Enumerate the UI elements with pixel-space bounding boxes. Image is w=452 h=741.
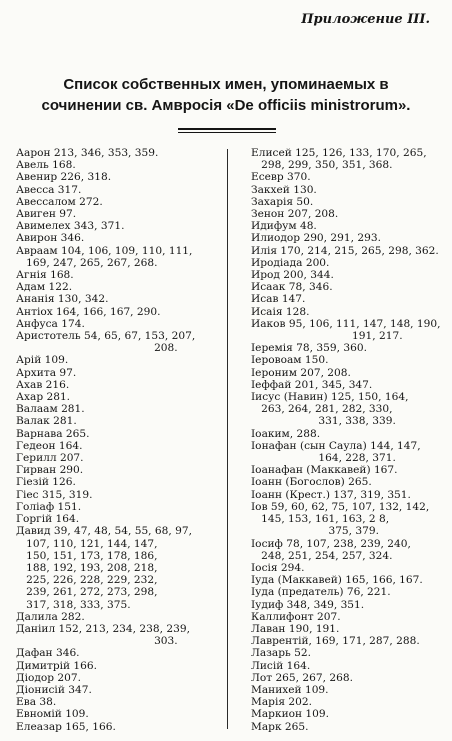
index-column-right [251, 147, 451, 733]
index-entry-line: Архита 97. [16, 366, 77, 379]
index-entry-line: Авессалом 272. [16, 195, 103, 208]
index-entry-line: Іоаким, 288. [251, 427, 321, 440]
index-entry-line: Авимелех 343, 371. [16, 220, 125, 233]
index-entry-line: Іуда (Маккавей) 165, 166, 167. [251, 574, 423, 587]
index-entry-line: Димитрій 166. [16, 659, 98, 672]
index-entry-line: Гіезій 126. [16, 476, 76, 489]
index-entry-line: Іероним 207, 208. [251, 366, 351, 379]
index-entry-line: 317, 318, 333, 375. [16, 598, 131, 611]
index-entry-line: Зенон 207, 208. [251, 208, 339, 221]
index-entry-line: Лаврентій, 169, 171, 287, 288. [251, 635, 420, 648]
index-entry-line: Іосія 294. [251, 561, 305, 574]
index-entry-line: Авирон 346. [16, 232, 85, 245]
index-entry-line: Ахар 281. [16, 391, 71, 404]
index-entry-line: Ахав 216. [16, 378, 70, 391]
index-entry-line: Идифум 48. [251, 220, 317, 233]
index-entry-line: Исаія 128. [251, 305, 310, 318]
index-entry-line: Адам 122. [16, 281, 73, 294]
index-entry-line: Валаам 281. [16, 403, 85, 416]
index-entry-line: Ананія 130, 342. [16, 293, 109, 306]
index-entry-line: 375, 379. [251, 525, 379, 538]
index-entry-line: Каллифонт 207. [251, 610, 341, 623]
index-entry-line: Аарон 213, 346, 353, 359. [16, 147, 159, 159]
index-entry-line: Лисій 164. [251, 659, 311, 672]
index-entry-line: 248, 251, 254, 257, 324. [251, 549, 393, 562]
index-entry-line: Манихей 109. [251, 683, 329, 696]
index-entry-line: 239, 261, 272, 273, 298, [16, 586, 158, 599]
index-entry-line: Авель 168. [16, 159, 76, 172]
index-entry-line: Діонисій 347. [16, 683, 92, 696]
index-entry-line: Далила 282. [16, 610, 85, 623]
index-entry-line: Евномій 109. [16, 708, 89, 721]
index-entry-line: Гіес 315, 319. [16, 488, 93, 501]
index-column-left [16, 147, 226, 733]
column-divider [227, 149, 228, 729]
index-entry-line: Илиодор 290, 291, 293. [251, 232, 381, 245]
index-entry-line: Арій 109. [16, 354, 69, 367]
index-entry-line: 303. [16, 635, 178, 648]
index-entry-line: 164, 228, 371. [251, 452, 396, 465]
index-entry-line: Варнава 265. [16, 427, 90, 440]
index-entry-line: Гедеон 164. [16, 439, 83, 452]
index-entry-line: Іисус (Навин) 125, 150, 164, [251, 391, 409, 404]
index-entry-line: Лаван 190, 191. [251, 622, 340, 635]
index-entry-line: Голіаф 151. [16, 500, 82, 513]
index-entry-line: Марк 265. [251, 720, 309, 733]
index-entry-line: Авиген 97. [16, 208, 77, 221]
index-entry-line: 331, 338, 339. [251, 415, 396, 428]
index-entry-line: Авраам 104, 106, 109, 110, 111, [16, 244, 193, 257]
index-entry-line: Маркион 109. [251, 708, 330, 721]
index-entry-line: Гирван 290. [16, 464, 84, 477]
index-entry-line: Лот 265, 267, 268. [251, 671, 353, 684]
index-entry-line: Антіох 164, 166, 167, 290. [16, 305, 161, 318]
index-entry-line: Елисей 125, 126, 133, 170, 265, [251, 147, 427, 159]
index-entry-line: Іоанафан (Маккавей) 167. [251, 464, 398, 477]
index-entry-line: Иаков 95, 106, 111, 147, 148, 190, [251, 317, 441, 330]
index-entry-line: Іосиф 78, 107, 238, 239, 240, [251, 537, 411, 550]
index-entry-line: Діодор 207. [16, 671, 82, 684]
index-entry-line: Горгій 164. [16, 513, 80, 526]
index-entry-line: Іеровоам 150. [251, 354, 329, 367]
title-line-1: Список собственных имен, упоминаемых в [63, 76, 389, 93]
index-entry-line: Аристотель 54, 65, 67, 153, 207, [16, 330, 196, 343]
index-entry-line: Илія 170, 214, 215, 265, 298, 362. [251, 244, 439, 257]
index-entry-line: Исаак 78, 346. [251, 281, 333, 294]
index-entry-line: Дафан 346. [16, 647, 80, 660]
index-entry-line: Ирод 200, 344. [251, 269, 334, 282]
index-entry-line: Іудиф 348, 349, 351. [251, 598, 365, 611]
index-entry-line: Герилл 207. [16, 452, 84, 465]
index-entry-line: Захарія 50. [251, 195, 314, 208]
page-title [0, 74, 452, 116]
index-entry-line: Марія 202. [251, 696, 312, 709]
index-entry-line: Іонафан (сын Саула) 144, 147, [251, 439, 421, 452]
index-entry-line: Ева 38. [16, 696, 57, 709]
index-entry-line: Елеазар 165, 166. [16, 720, 116, 733]
index-entry-line: 150, 151, 173, 178, 186, [16, 549, 158, 562]
index-entry-line: 169, 247, 265, 267, 268. [16, 256, 158, 269]
index-entry-line: Агнія 168. [16, 269, 74, 282]
index-entry-line: 225, 226, 228, 229, 232, [16, 574, 158, 587]
index-entry-line: Лазарь 52. [251, 647, 312, 660]
index-entry-line: 263, 264, 281, 282, 330, [251, 403, 393, 416]
index-entry-line: 208. [16, 342, 178, 355]
index-entry-line: Іеремія 78, 359, 360. [251, 342, 367, 355]
index-entry-line: Иродіада 200. [251, 256, 330, 269]
index-entry-line: Іоанн (Богослов) 265. [251, 476, 372, 489]
title-line-2: сочинении св. Амвросія «De officiis ministrorum». [41, 97, 411, 114]
index-entry-line: Давид 39, 47, 48, 54, 55, 68, 97, [16, 525, 192, 538]
index-entry-line: Есевр 370. [251, 171, 311, 184]
index-entry-line: Авенир 226, 318. [16, 171, 112, 184]
index-entry-line: Іеффай 201, 345, 347. [251, 378, 373, 391]
index-entry-line: Исав 147. [251, 293, 306, 306]
appendix-label: Приложение III. [301, 12, 430, 27]
index-entry-line: Закхей 130. [251, 183, 317, 196]
index-entry-line: Іуда (предатель) 76, 221. [251, 586, 391, 599]
index-entry-line: 298, 299, 350, 351, 368. [251, 159, 393, 172]
index-entry-line: 188, 192, 193, 208, 218, [16, 561, 158, 574]
index-entry-line: 107, 110, 121, 144, 147, [16, 537, 158, 550]
index-entry-line: Авесса 317. [16, 183, 82, 196]
title-rule [178, 128, 276, 133]
index-entry-line: Іов 59, 60, 62, 75, 107, 132, 142, [251, 500, 430, 513]
index-entry-line: Анфуса 174. [16, 317, 85, 330]
index-entry-line: Даніил 152, 213, 234, 238, 239, [16, 622, 190, 635]
index-entry-line: 191, 217. [251, 330, 403, 343]
index-entry-line: Іоанн (Крест.) 137, 319, 351. [251, 488, 411, 501]
index-entry-line: Валак 281. [16, 415, 77, 428]
index-entry-line: 145, 153, 161, 163, 2 8, [251, 513, 390, 526]
